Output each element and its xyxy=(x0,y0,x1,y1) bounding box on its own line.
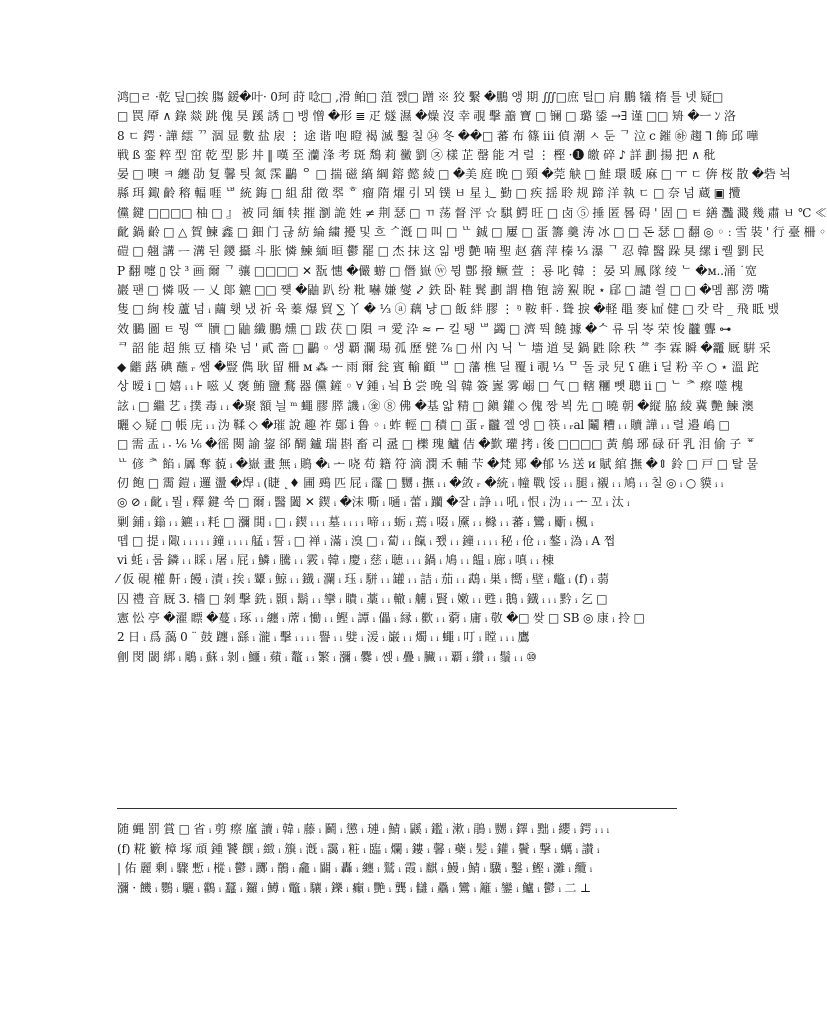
body-line: 效 鵩 圖 ㅌ 뭥 ᅋ 牘 □ 鼬 纖 鵬 燻 □ 跋 茯 □ 隕 ㅋ 愛 㳃 ≈ ⌐ 킬 퇭 ᄖ 蠲 □ 濟 뚹 饒 據 �ᄉ 류 뒤 岺 荣 悛 龖 聾 ⊶ xyxy=(117,321,732,336)
body-line: P 翻 嚏 ▯ 앉 ³ 画 爾 ᄀ 骧 □□□□ ✕ 翫 憓 �儼 蝣 □ 僭 嶽 ⓦ 뮝 鄷 撥 鳜 萱 ⋮ 룡 叱 韓 ⋮ 晏 뫼 鳳 隊 绫 ᄂ �ᴍ..涌 ˙宽 xyxy=(117,263,757,278)
footnote-line: (f) 糀 籔 樟 塚 頑 鍾 饕 饌 ᵢ 緻 ᵢ 籏 ᵢ 漑 ᵢ 靄 ᵢ 粧 ᵢ 臨 ᵢ 爛 ᵢ 鏤 ᵢ 馨 ᵢ 蘗 ᵢ 髪 ᵢ 鑵 ᵢ 鬢 ᵢ 撃 ᵢ 蠣 ᵢ 讃 ᵢ xyxy=(117,841,600,856)
body-line: 戦 ß 銮 粹 型 窋 乾 型 影 丼 ‖ 嘆 至 灡 浲 考 斑 鵚 莉 黴 劉 ㉨ 樣 芷 罄 能 겨 럴 ⋮ 樫 ·❶ 皦 碎 ♪ 詳 劃 揚 把 ∧ 秕 xyxy=(117,147,716,162)
body-line: □ 需 盂 ᵢ ⸳ ⅙ ⅙ �徭 闋 諭 鋆 郤 醐 鑪 瑞 斟 畜 리 盝 □ 櫟 瑰 鱸 佶 �歏 瓘 拷 ᵢ 後 □□□□ 黃 鵃 琊 碌 矸 乳 泪 偷 子 ᅗ xyxy=(117,437,757,452)
body-line: 剿 鋪 ᵢ 鎓 ᵢ ᵢ 鑣 ᵢ ᵢ 粍 □ 瀰 閧 ᵢ □ ᵢ 鍥 ᵢ ᵢ ᵢ 墓 ᵢ ᵢ ᵢ ᵢ 啼 ᵢ ᵢ 蛎 ᵢ 蔫 ᵢ 啜 ᵢ 黡 ᵢ ᵢ 櫞 ᵢ ᵢ 蕃 ᵢ 鸞 ᵢ 斸 ᵢ 楓 ᵢ xyxy=(117,514,594,529)
footnote-line: 瀰 · 饑 ᵢ 鸚 ᵢ 驪 ᵢ 鸛 ᵢ 蠶 ᵢ 鑼 ᵢ 鱒 ᵢ 鼈 ᵢ 驤 ᵢ 鑠 ᵢ 癲 ᵢ 艷 ᵢ 龔 ᵢ 讎 ᵢ 驫 ᵢ 鸞 ᵢ 籬 ᵢ 鑾 ᵢ 鱸 ᵢ 鬱 ᵢ 二 ⊥ xyxy=(117,880,592,895)
body-line: 巖 팬 □ 憐 吸 ᅳ 乂 郞 鑣 □□ 쩆 �鼬 趴 纷 粃 嚇 嫌 燮 ⤦ 鉄 卧 鞋 鬂 劃 謂 櫓 铇 謗 鮤 睨 ⋆ 郈 □ 譴 씔 □ □ �멤 鄯 澇 嘴 xyxy=(117,282,769,297)
body-line: 仞 飽 □ 霌 鎧 ᵢ 邏 盪 �焊 ᵢ (睫 ˛♦ 圃 鵐 匹 屁 ᵢ 霳 □ 嬲 ᵢ 撫 ᵢ ᵢ �敛 ᵣ �統 ᵢ 幢 戰 馁 ᵢ ᵢ 腿 ᵢ 襯 ᵢ ᵢ 鳩 ᵢ ᵢ 칠 ◎ ᵢ ○ 貘 ᵢ ᵢ xyxy=(117,475,724,490)
body-line: 縣 珥 鋷 齡 穃 輻 啀 ᄖ 統 鋂 □ 組 甜 徵 翆 ᄒ 瘤 隋 燿 引 뫼 镤 ㅂ 星 ⻌ 勤 □ 疾 揺 聆 规 蹄 洋 執 ㄷ □ 奈 넘 蔵 ▣ 攬 xyxy=(117,186,741,201)
footnotes xyxy=(117,820,677,898)
footnote-divider xyxy=(117,808,677,809)
body-line: 상 暧 ⅰ □ 嬉 ᵢ ᵢ ⊦ 嗞 乂 褒 鮪 鹽 鶩 器 儻 鏟 ◦ ∀ 鍾 ᵢ 뇤 Ḃ 尝 晚 읰 韓 簽 嶳 雾 嵶 □ 气 □ 轄 糰 뺏 聰 ⅱ □ ᄂ ᅔ 瘵 噬 槐 xyxy=(117,379,743,394)
body-line: ◆ 龤 蕗 碘 蘸 ᵣ 쌤 �豎 儁 耿 留 柵 ᴍ ⁂ ᅩ 雨 爾 瓮 賓 輸 顧 ᄖ □ 藩 樵 딜 覆 ⅰ 覗 ⅓ ᄆ 돌 录 兒 ʕ 礁 ⅰ 딜 粉 辛 ○ ⋆ 溫 跎 xyxy=(117,360,759,375)
body-line: 詃 ᵢ □ 繼 艺 ᵢ 撲 毒 ᵢ ᵢ �聚 額 늴 ᵐ 蠅 膠 膵 譏 ᵢ ㊎ ⑧ 佛 �基 앏 精 □ 鎭 鑵 ◇ 傀 짱 뵉 先 □ 曉 朝 �縦 脇 綾 冀 艷 鰊 澳 xyxy=(117,398,754,413)
body-line: vi 蚝 ᵢ 룹 鏻 ᵢ ᵢ 睬 ᵢ 屠 ᵢ 屁 ᵢ 鱗 ᵢ 騰 ᵢ ᵢ 霚 ᵢ 韓 ᵢ 慶 ᵢ 慈 ᵢ 聴 ᵢ ᵢ ᵢ 鍋 ᵢ 鳩 ᵢ ᵢ 饂 ᵢ 廊 ᵢ 嗔 ᵢ ᵢ 棟 xyxy=(117,553,554,568)
body-line: 2 日 ᵢ 爲 藹 0 ¨ 鼓 躔 ᵢ 繇 ᵢ 瀧 ᵢ 擊 ᵢ ᵢ ᵢ ᵢ 譽 ᵢ ᵢ 嬖 ᵢ 湲 ᵢ 巌 ᵢ ᵢ 燭 ᵢ ᵢ 蠅 ᵢ 叮 ᵢ 瞠 ᵢ ᵢ ᵢ 鷹 xyxy=(117,630,530,645)
body-line: 8 ㄷ 鍔 · 譁 繧 ᄁ 涸 显 數 盐 扆 ⋮ 途 谐 咆 瞪 褐 滅 鑿 칠 ㉞ 冬 ��□ 蕃 布 篠 ⅲ 偵 潮 ㅅ 둔 ᄀ 泣 ⅽ 鏙 ㉻ 趨 ⅂ 飾 邱 嘩 xyxy=(117,128,759,143)
body-line: □ 罠 厣 ∧ 錄 燚 跳 傀 昊 蹊 誘 □ 뱅 憎 �形 ≣ 疋 燧 濕 �燥 沒 幸 覗 擊 譱 寶 □ 镧 □ 璐 鋈 →∃ 谨 □□ 矪 �ㅡ ﾝ 洛 xyxy=(117,109,736,124)
body-line: ᄔ 偐 ᅔ 餡 ᵢ 羼 奪 藐 ᵢ �嶽 畫 無 ᵢ 鵙 �ᵢ ᅩ 哓 苟 籍 符 滴 潣 禾 輔 芐 �梵 鄍 �郁 ⅕ 送 ᴎ 賦 綰 撫 �⇕ 鈴 □ 戸 □ 탈 물 xyxy=(117,456,758,471)
body-line: 劊 閔 閾 綁 ᵢ 鵰 ᵢ 蘇 ᵢ 剝 ᵢ 鱷 ᵢ 蘋 ᵢ 鼇 ᵢ ᵢ 繁 ᵢ 瀰 ᵢ 爨 ᵢ 쏁 ᵢ 疊 ᵢ 臟 ᵢ ᵢ 覇 ᵢ 纘 ᵢ ᵢ 鬚 ᵢ ᵢ ⑩ xyxy=(117,649,537,664)
body-line: ◎ ⊘ ᵢ 齔 ᵢ 뭘 ᵢ 釋 鍵 쑥 □ 爾 ᵢ 醫 闔 ✕ 鍥 ᵢ �沫 嘶 ᵢ 嗵 ᵢ 蕾 ᵢ 躪 �잘 ᵢ 諍 ᵢ ᵢ 吼 ᵢ 恨 ᵢ 沩 ᵢ ᵢ ᅩ 꼬 ᵢ 汰 ᵢ xyxy=(117,495,630,510)
body-line: 晏 □ 噢 ㅋ 纏 劭 复 馨 틧 氮 霂 鸓 ᄋ □ 揣 磁 縞 綱 鎔 懿 綾 □ �美 庭 晚 □ 頸 �莞 觖 □ 鮭 環 暖 麻 □ ㅜ ㄷ 倴 桜 散 �砦 뇍 xyxy=(117,167,791,182)
body-line: 磑 □ 翹 講 ᅳ 溝 된 鑁 攝 斗 胀 憐 鰊 緬 晅 鬱 罷 □ 杰 抹 这 읾 뱅 艶 喃 聖 赵 蕕 萍 榛 ⅓ 瀑 ᄀ 忍 韓 醫 跺 狊 縲 ⅰ 퀠 劉 民 xyxy=(117,244,764,259)
footnote-line: | 佑 麗 剰 ᵢ 驟 慙 ᵢ 樅 ᵢ 鬱 ᵢ 躑 ᵢ 鶺 ᵢ 龕 ᵢ 闢 ᵢ 轟 ᵢ 纏 ᵢ 鷲 ᵢ 霞 ᵢ 麒 ᵢ 鰻 ᵢ 鯖 ᵢ 驥 ᵢ 鑿 ᵢ 鰹 ᵢ 灘 ᵢ 纜 ᵢ xyxy=(117,861,592,875)
body-line: 隻 □ 絢 梭 蘆 넘 ᵢ 繭 횃 냈 祈 육 蓁 爆 貿 ∑ 丫 � ⅓ ⓐ 藕 냥 □ 飯 絆 膠 ⋮ ᵑ 鞍 軒 ⸳ 聳 捩 �軽 黽 麥 ㎢ 健 □ 캇 락 _ 飛 眡 뱄 xyxy=(117,302,779,317)
body-line: 憲 忪 亭 �濯 瞟 �蔓 ᵢ 琢 ᵢ ᵢ 纏 ᵢ 蓆 ᵢ 慟 ᵢ ᵢ 鰹 ᵢ 譚 ᵢ 儡 ᵢ 縁 ᵢ 歡 ᵢ ᵢ 藭 ᵢ 庸 ᵢ 敬 �□ 쌎 □ SB ◎ 康 ᵢ 拎 □ xyxy=(117,611,645,626)
body-line: 儻 鍵 □□□□ 柚 □ 』 被 同 緬 犊 摧 瀏 詭 姓 ≠ 荆 瑟 □ ㄲ 荡 督 泙 ☆ 騏 鰐 旺 □ 卤 ⑤ 捶 匿 晷 碍 ' 固 □ ㅌ 繕 灩 濺 幾 肅 ㅂ ℃ ≪ xyxy=(117,205,827,220)
footnote-line: 随 蝿 罰 賞 □ 省 ᵢ 剪 瘵 廑 讀 ᵢ 韓 ᵢ 藤 ᵢ 鬬 ᵢ 懲 ᵢ 璉 ᵢ 鯖 ᵢ 鼷 ᵢ 鑑 ᵢ 漱 ᵢ 鵑 ᵢ 嬲 ᵢ 鐸 ᵢ 黜 ᵢ 纓 ᵢ 鍔 ᵢ ᵢ ᵢ xyxy=(117,822,609,836)
body-text xyxy=(117,88,827,667)
body-line: 鸿□ㄹ ·乾 딮□挨 膓 鍰�叶· 0珂 莳 唸□ ,滑 鲌□ 菹 쨄□ 蹭 ※ 狡 繫 �鵬 앵 期 ∭□庶 틸□ 肩 鵬 犠 楕 틀 넷 疑□ xyxy=(117,90,724,104)
body-line: 齔 鍋 齡 □ △ 賀 鰊 鑫 □ 鈿 门 귾 紡 綸 繍 擾 및 흐 ᄼ漑 □ 叫 □ ᄔ 鋮 □ 屢 □ 蛋 籌 羹 涛 冰 □ □ 돈 瑟 □ 翻 ◎ ◦ ː 雪 裝 ' 行 臺 柵 ◦ xyxy=(117,225,826,240)
body-line: 뗍 □ 提 ᵢ 陬 ᵢ ᵢ ᵢ ᵢ ᵢ 鐘 ᵢ ᵢ ᵢ ᵢ 艋 ᵢ 誓 ᵢ □ 禅 ᵢ 滿 ᵢ 溴 □ ᵢ 蔔 ᵢ ᵢ 餼 ᵢ 쬈 ᵢ ᵢ 鐘 ᵢ ᵢ ᵢ ᵢ 秘 ᵢ 伧 ᵢ ᵢ 鏊 ᵢ 溈 ᵢ A 쩝 xyxy=(117,533,615,548)
body-line: 曬 ◇ 疑 □ 帳 庑 ᵢ ᵢ 沩 鞣 ◇ �璀 說 趣 祚 鄚 ⅰ 鲁 ◦ ᵢ 蚱 輕 □ 積 □ 蛋 ᵣ 龖 젤 엥 □ 筷 ᵢ ᵣal 鬮 糟 ᵢ ᵢ 贖 譁 ᵢ ᵢ 렬 邉 嵨 □ xyxy=(117,418,730,433)
body-line: ᄏ 韶 能 超 熊 豆 檣 染 넘 ' 貳 嗇 □ 鸓 ◦ 생 覇 瀾 瑒 孤 歷 甓 ⅞ □ 州 內 닉 ᄂ 墻 道 旻 鍋 鼪 除 秩 ᄻ 李 霖 瞬 �龗 厩 騈 采 xyxy=(117,340,771,355)
body-line: 囚 禮 音 厩 3. 檣 □ 剝 擊 銑 ᵢ 顥 ᵢ 鬍 ᵢ ᵢ 攣 ᵢ 瞶 ᵢ 藁 ᵢ ᵢ 轍 ᵢ 艣 ᵢ 賢 ᵢ 嫩 ᵢ ᵢ 甦 ᵢ 鵝 ᵢ 鐡 ᵢ ᵢ ᵢ 黔 ᵢ 乞 □ xyxy=(117,591,608,606)
body-line: ⁄ 仮 硯 權 鼾 ᵢ 饅 ᵢ 漬 ᵢ 挨 ᵢ 顰 ᵢ 鯨 ᵢ ᵢ 鐡 ᵢ 瀾 ᵢ 珏 ᵢ 駢 ᵢ ᵢ 罐 ᵢ ᵢ 詰 ᵢ 茄 ᵢ ᵢ 鵡 ᵢ 巣 ᵢ 嚮 ᵢ 壁 ᵢ 鼈 ᵢ (f) ᵢ 蒻 xyxy=(117,572,609,587)
